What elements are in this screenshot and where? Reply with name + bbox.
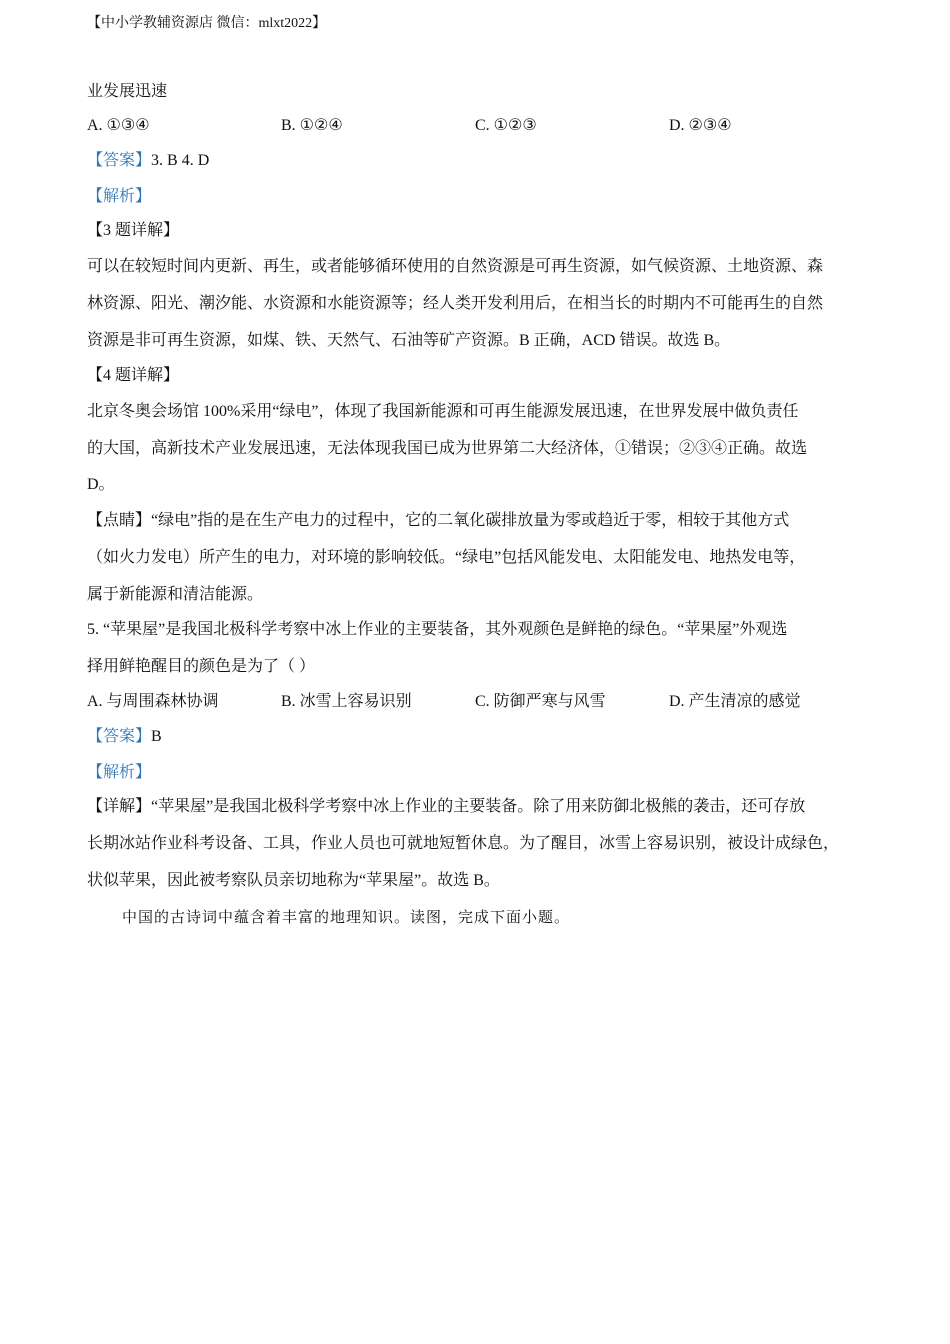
- answer-row-5: [87, 726, 162, 748]
- q3-detail-line: 林资源、阳光、潮汐能、水资源和水能资源等；经人类开发利用后，在相当长的时期内不可能再生的自然: [87, 295, 824, 312]
- option-b: B. 冰雪上容易识别: [281, 693, 412, 710]
- option-c: C. ①②③: [475, 117, 537, 134]
- next-section-intro: 中国的古诗词中蕴含着丰富的地理知识。读图，完成下面小题。: [122, 908, 571, 926]
- q3-detail-line: 可以在较短时间内更新、再生，或者能够循环使用的自然资源是可再生资源，如气候资源、土地资源、森: [87, 258, 824, 275]
- option-a: A. 与周围森林协调: [87, 693, 219, 710]
- tip-line: 属于新能源和清洁能源。: [87, 586, 264, 603]
- question-5-stem: 5. “苹果屋”是我国北极科学考察中冰上作业的主要装备，其外观颜色是鲜艳的绿色。“苹果屋”外观选: [87, 621, 788, 638]
- q3-detail-title: 【3 题详解】: [87, 222, 180, 239]
- q5-detail-line: 【详解】“苹果屋”是我国北极科学考察中冰上作业的主要装备。除了用来防御北极熊的袭击，还可存放: [87, 798, 806, 815]
- option-d: D. 产生清凉的感觉: [669, 693, 801, 710]
- question-5-stem: 择用鲜艳醒目的颜色是为了（ ）: [87, 658, 316, 675]
- page-header: 【中小学教辅资源店 微信：mlxt2022】: [87, 16, 327, 31]
- q4-detail-line: 的大国，高新技术产业发展迅速，无法体现我国已成为世界第二大经济体，①错误；②③④正确。故选: [87, 440, 808, 457]
- analysis-label: 【解析】: [87, 188, 152, 205]
- tip-line: （如火力发电）所产生的电力，对环境的影响较低。“绿电”包括风能发电、太阳能发电、地热发电等，: [87, 549, 806, 566]
- q4-detail-line: 北京冬奥会场馆 100%采用“绿电”，体现了我国新能源和可再生能源发展迅速，在世界发展中做负责任: [87, 403, 799, 420]
- answer-value: B: [151, 728, 162, 745]
- answer-row-3-4: [87, 150, 209, 172]
- analysis-label: 【解析】: [87, 764, 152, 781]
- option-d: D. ②③④: [669, 117, 732, 134]
- q5-detail-line: 长期冰站作业科考设备、工具，作业人员也可就地短暂休息。为了醒目，冰雪上容易识别，被设计成绿色，: [87, 835, 840, 852]
- option-c: C. 防御严寒与风雪: [475, 693, 606, 710]
- q4-detail-line: D。: [87, 476, 115, 493]
- answer-label: 【答案】: [87, 728, 152, 745]
- answer-value: 3. B 4. D: [151, 152, 210, 169]
- q3-detail-line: 资源是非可再生资源，如煤、铁、天然气、石油等矿产资源。B 正确，ACD 错误。故选 B。: [87, 332, 731, 349]
- option-b: B. ①②④: [281, 117, 343, 134]
- option-a: A. ①③④: [87, 117, 150, 134]
- q4-detail-title: 【4 题详解】: [87, 367, 180, 384]
- tip-line: 【点睛】“绿电”指的是在生产电力的过程中，它的二氧化碳排放量为零或趋近于零，相较于其他方式: [87, 512, 790, 529]
- q5-detail-line: 状似苹果，因此被考察队员亲切地称为“苹果屋”。故选 B。: [87, 872, 500, 889]
- answer-label: 【答案】: [87, 152, 152, 169]
- question-4-stem-tail: 业发展迅速: [87, 83, 168, 100]
